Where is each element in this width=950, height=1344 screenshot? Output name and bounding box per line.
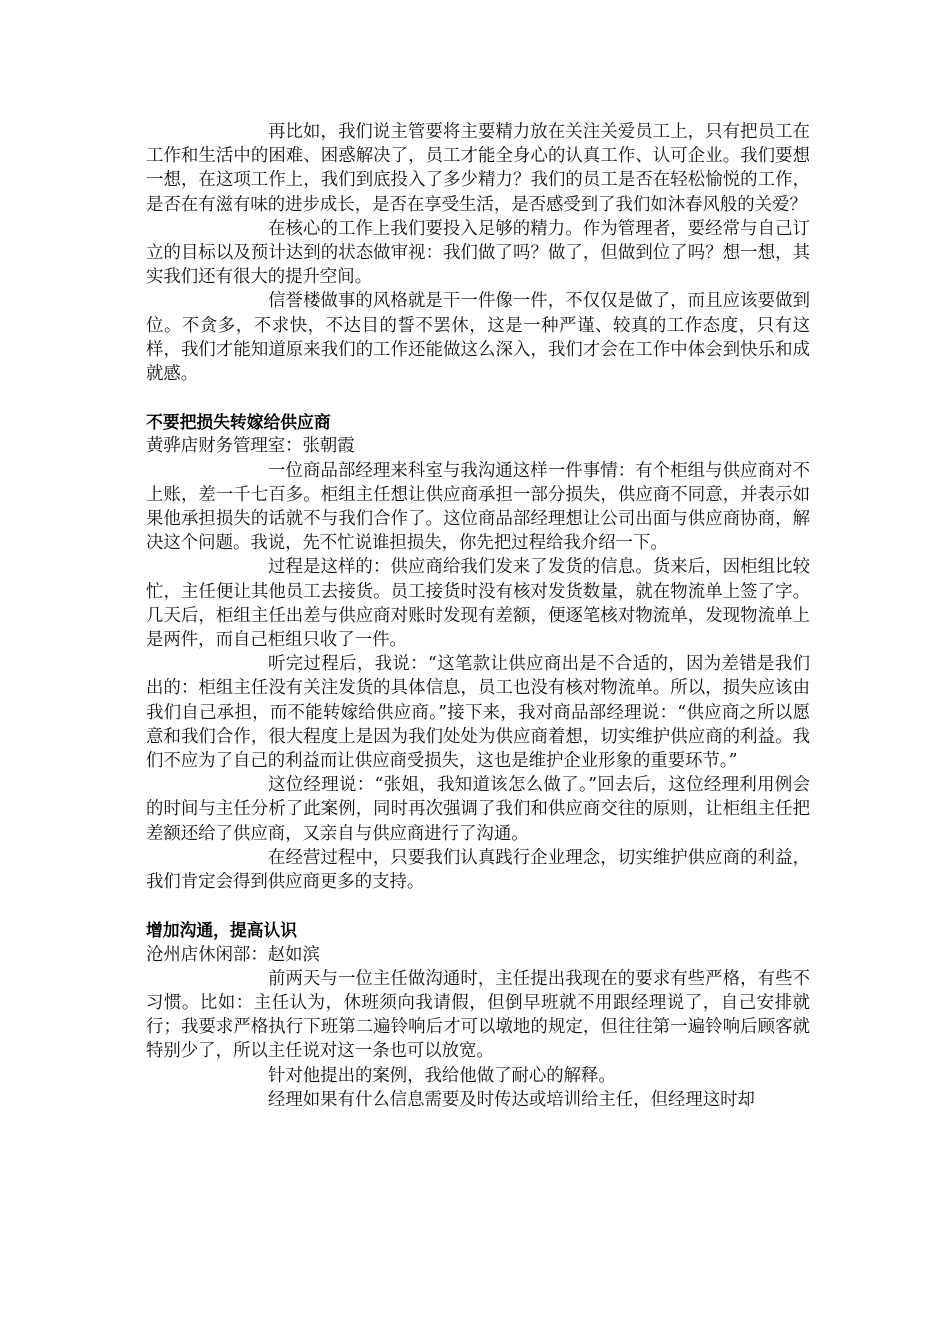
author-byline: 沧州店休闲部：赵如滨 <box>146 944 320 965</box>
section-heading: 增加沟通，提高认识 <box>146 920 298 941</box>
paragraph: 针对他提出的案例，我给他做了耐心的解释。 <box>268 1065 616 1086</box>
paragraph: 听完过程后，我说：“这笔款让供应商出是不合适的，因为差错是我们出的：柜组主任没有关注发货的具体信息，员工也没有核对物流单。所以，损失应该由我们自己承担，而不能转嫁给供应商。”接下来，我对商品部经理说：“供应商之所以愿意和我们合作，很大程度上是因为我们处处为供应商着想，切实维护供应商的利益。我们不应为了自己的利益而让供应商受损失，这也是维护企业形象的重要环节。” <box>146 654 810 772</box>
paragraph: 过程是这样的：供应商给我们发来了发货的信息。货来后，因柜组比较忙，主任便让其他员工去接货。员工接货时没有核对发货数量，就在物流单上签了字。几天后，柜组主任出差与供应商对账时发现有差额，便逐笔核对物流单，发现物流单上是两件，而自己柜组只收了一件。 <box>146 557 810 651</box>
section-heading: 不要把损失转嫁给供应商 <box>146 412 331 433</box>
paragraph: 前两天与一位主任做沟通时，主任提出我现在的要求有些严格，有些不习惯。比如：主任认为，休班须向我请假，但倒早班就不用跟经理说了，自己安排就行；我要求严格执行下班第二遍铃响后才可以墩地的规定，但往往第一遍铃响后顾客就特别少了，所以主任说对这一条也可以放宽。 <box>146 968 810 1062</box>
section-spacer <box>146 894 810 918</box>
paragraph: 信誉楼做事的风格就是干一件像一件，不仅仅是做了，而且应该要做到位。不贪多，不求快，不达目的誓不罢休，这是一种严谨、较真的工作态度，只有这样，我们才能知道原来我们的工作还能做这么深入，我们才会在工作中体会到快乐和成就感。 <box>146 291 810 385</box>
paragraph: 经理如果有什么信息需要及时传达或培训给主任，但经理这时却 <box>268 1089 755 1110</box>
paragraph: 这位经理说：“张姐，我知道该怎么做了。”回去后，这位经理利用例会的时间与主任分析了此案例，同时再次强调了我们和供应商交往的原则，让柜组主任把差额还给了供应商，又亲自与供应商进行了沟通。 <box>146 775 810 844</box>
author-byline: 黄骅店财务管理室：张朝霞 <box>146 436 355 457</box>
paragraph: 在核心的工作上我们要投入足够的精力。作为管理者，要经常与自己订立的目标以及预计达到的状态做审视：我们做了吗？做了，但做到位了吗？想一想，其实我们还有很大的提升空间。 <box>146 218 810 288</box>
paragraph: 一位商品部经理来科室与我沟通这样一件事情：有个柜组与供应商对不上账，差一千七百多。柜组主任想让供应商承担一部分损失，供应商不同意，并表示如果他承担损失的话就不与我们合作了。这位商品部经理想让公司出面与供应商协商，解决这个问题。我说，先不忙说谁担损失，你先把过程给我介绍一下。 <box>146 460 810 554</box>
section-spacer <box>146 386 810 410</box>
paragraph: 在经营过程中，只要我们认真践行企业理念，切实维护供应商的利益，我们肯定会得到供应商更多的支持。 <box>146 847 810 893</box>
document-body <box>146 120 810 1112</box>
paragraph: 再比如，我们说主管要将主要精力放在关注关爱员工上，只有把员工在工作和生活中的困难、困惑解决了，员工才能全身心的认真工作、认可企业。我们要想一想，在这项工作上，我们到底投入了多少精力？我们的员工是否在轻松愉悦的工作，是否在有滋有味的进步成长，是否在享受生活，是否感受到了我们如沐春风般的关爱？ <box>146 122 810 215</box>
